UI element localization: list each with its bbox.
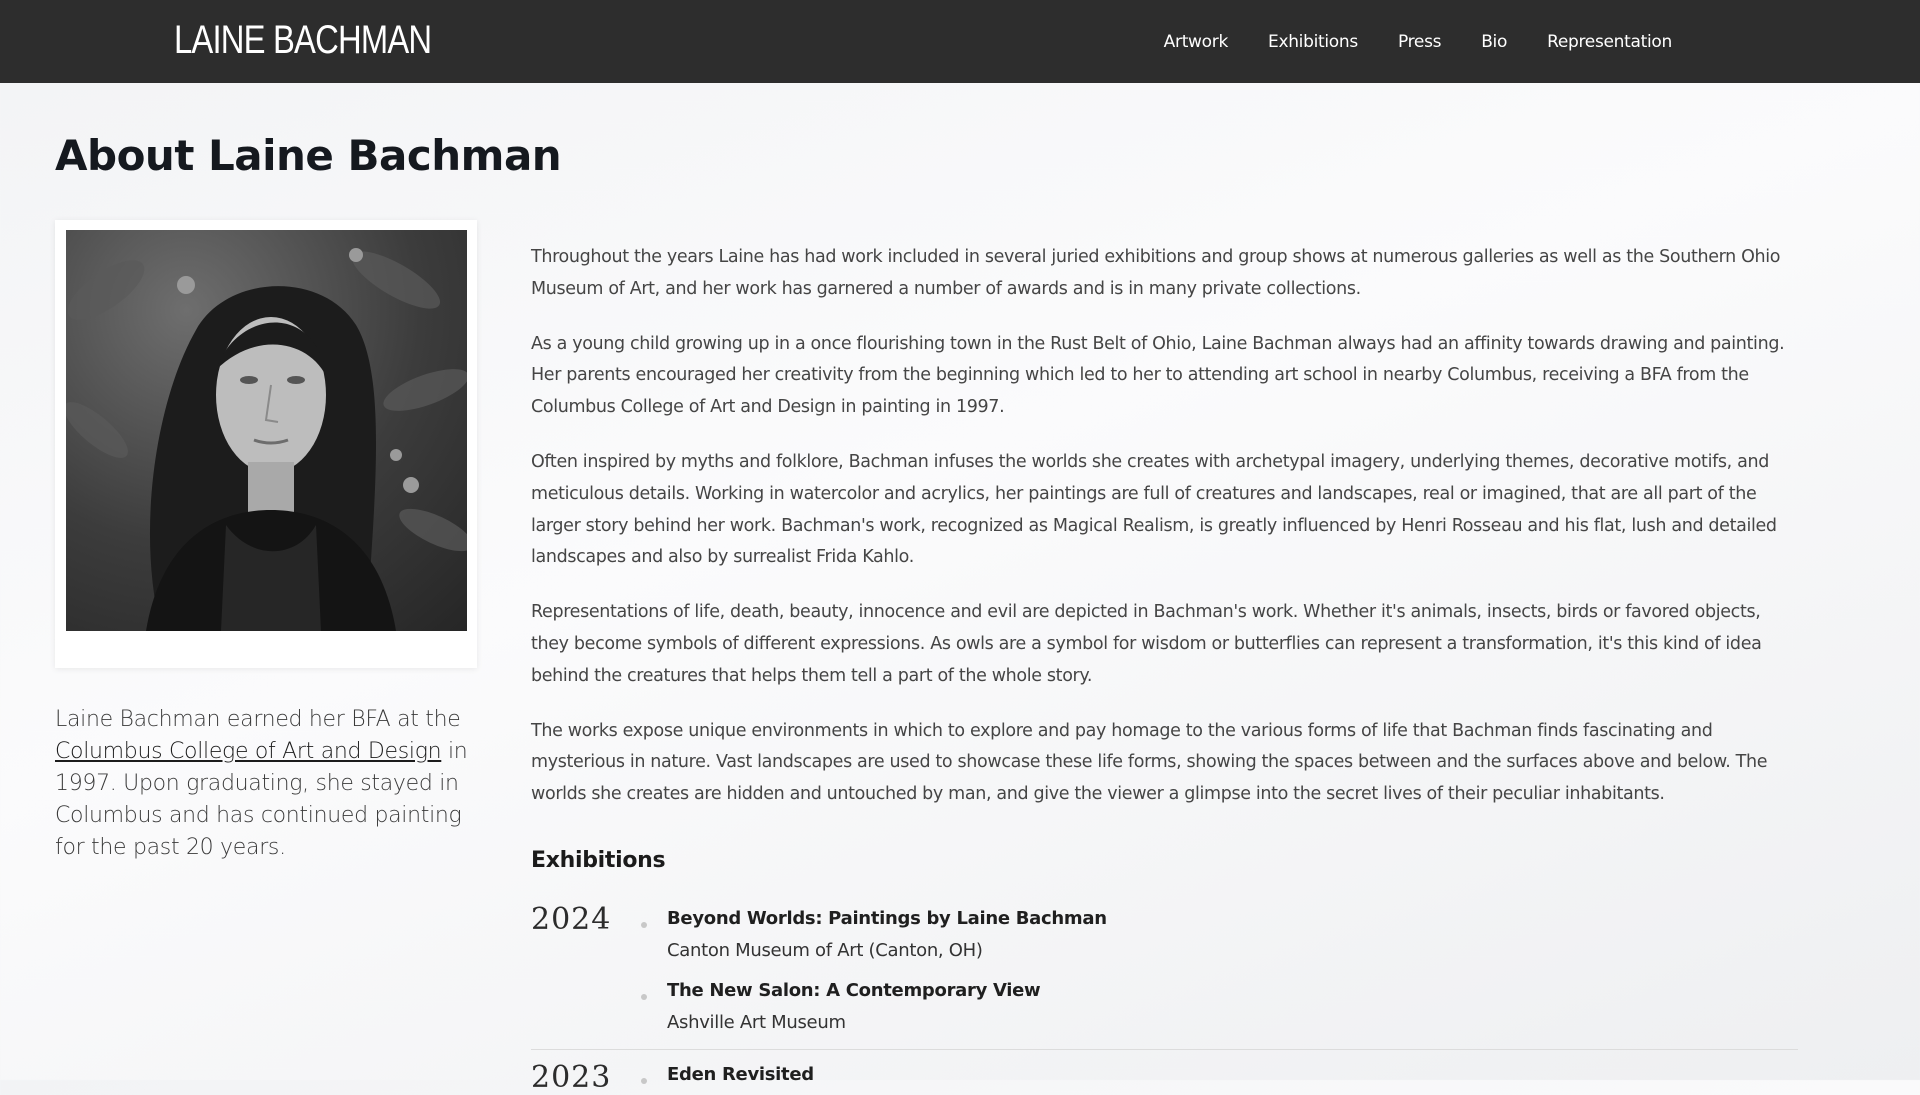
bio-paragraph: Throughout the years Laine has had work included in several juried exhibitions and group shows at numerous galleries as well as the Southern Ohio Museum of Art, and her work has garnered a number of awards and is in many private collections. [531,247,1781,299]
bio-paragraph: As a young child growing up in a once flourishing town in the Rust Belt of Ohio, Laine Bachman always had an affinity towards drawing and painting. Her parents encouraged her creativity from the beginning which led to her to attending art school in nearby Columbus, receiving a BFA from the Columbus College of Art and Design in painting in 1997. [531,333,1785,418]
artist-portrait [66,230,467,631]
portrait-frame [55,220,477,668]
intro-text [55,704,485,864]
nav-bio[interactable]: Bio [1481,31,1508,52]
nav-press[interactable]: Press [1397,31,1442,52]
nav-artwork[interactable]: Artwork [1163,31,1228,52]
intro-text-after: in 1997. Upon graduating, she stayed in Columbus and has continued painting for the past 20 years. [55,739,468,860]
nav-exhibitions[interactable]: Exhibitions [1268,31,1358,52]
top-nav-bar [0,0,1920,83]
exhibition-name: The New Salon: A Contemporary View [667,980,1041,1001]
main-nav [1164,0,1672,83]
exhibition-year: 2024 [531,902,612,937]
exhibition-name: Beyond Worlds: Paintings by Laine Bachman [667,908,1107,929]
year-divider [531,1049,1798,1050]
intro-text-before: Laine Bachman earned her BFA at the [55,707,461,732]
exhibition-venue: Ashville Art Museum [667,1012,846,1033]
site-logo[interactable]: LAINE BACHMAN [174,18,432,62]
bio-paragraph: Representations of life, death, beauty, innocence and evil are depicted in Bachman's work. Whether it's animals, insects, birds or favored objects, they become symbols of different expressions. As owls are a symbol for wisdom or butterflies can represent a transformation, it's this kind of idea behind the creatures that helps them tell a part of the whole story. [531,602,1762,686]
exhibition-venue: Canton Museum of Art (Canton, OH) [667,940,983,961]
exhibitions-heading: Exhibitions [531,848,666,873]
bullet-icon [641,922,647,928]
ccad-link[interactable]: Columbus College of Art and Design [55,739,442,764]
bio-paragraph: The works expose unique environments in which to explore and pay homage to the various forms of life that Bachman finds fascinating and mysterious in nature. Vast landscapes are used to showcase these life forms, showing the spaces between and the surfaces above and below. The worlds she creates are hidden and untouched by man, and give the viewer a glimpse into the secret lives of their peculiar inhabitants. [531,720,1768,805]
exhibition-name: Eden Revisited [667,1064,814,1085]
exhibition-year: 2023 [531,1060,612,1095]
page-title: About Laine Bachman [55,131,562,180]
nav-representation[interactable]: Representation [1547,31,1672,52]
bullet-icon [641,1078,647,1084]
bio-section [531,242,1791,834]
portrait-illustration [66,230,467,631]
bullet-icon [641,994,647,1000]
bio-paragraph: Often inspired by myths and folklore, Bachman infuses the worlds she creates with archetypal imagery, underlying themes, decorative motifs, and meticulous details. Working in watercolor and acrylics, her paintings are full of creatures and landscapes, real or imagined, that are all part of the larger story behind her work. Bachman's work, recognized as Magical Realism, is greatly influenced by Henri Rosseau and his flat, lush and detailed landscapes and also by surrealist Frida Kahlo. [531,451,1777,568]
